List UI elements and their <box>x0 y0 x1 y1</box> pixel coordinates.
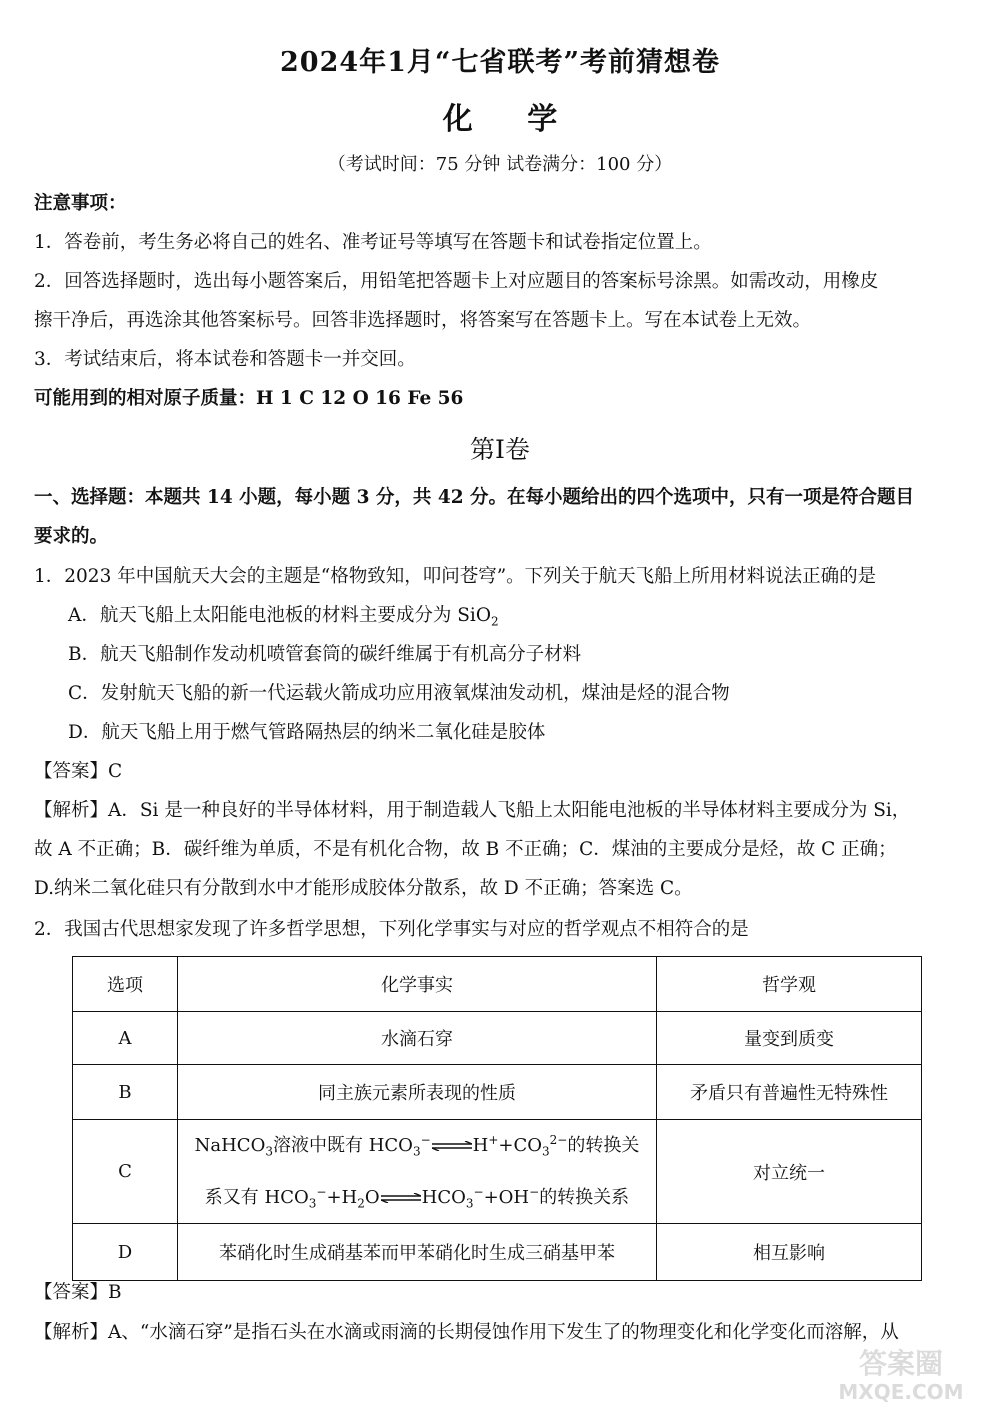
notice-item-2b: 擦干净后，再选涂其他答案标号。回答非选择题时，将答案写在答题卡上。写在本试卷上无效。 <box>34 310 812 331</box>
eq-text: H <box>472 1135 489 1156</box>
q1-option-a <box>68 604 499 634</box>
eq-sub: 3 <box>542 1144 550 1159</box>
q1-analysis-2: 故 A 不正确；B．碳纤维为单质，不是有机化合物，故 B 不正确；C．煤油的主要成分是烃，故 C 正确； <box>34 839 897 860</box>
eq-sup: + <box>488 1133 499 1147</box>
row-d-fact: 苯硝化时生成硝基苯而甲苯硝化时生成三硝基甲苯 <box>178 1224 657 1281</box>
q2-analysis-1: 【解析】A、“水滴石穿”是指石头在水滴或雨滴的长期侵蚀作用下发生了的物理变化和化学变化而溶解，从 <box>34 1322 899 1343</box>
row-d-option: D <box>73 1224 178 1281</box>
q1-option-c: C．发射航天飞船的新一代运载火箭成功应用液氧煤油发动机，煤油是烃的混合物 <box>68 683 730 704</box>
q1-analysis-1: 【解析】A．Si 是一种良好的半导体材料，用于制造载人飞船上太阳能电池板的半导体材料主要成分为 Si， <box>34 800 911 821</box>
header-view: 哲学观 <box>657 957 922 1012</box>
equilibrium-arrow-icon <box>432 1141 472 1151</box>
eq-text: O <box>364 1186 380 1208</box>
equilibrium-arrow-icon <box>381 1193 421 1203</box>
section-intro-b: 要求的。 <box>34 526 109 547</box>
watermark-line-2: MXQE.COM <box>838 1380 964 1404</box>
atomic-mass-line: 可能用到的相对原子质量：H 1 C 12 O 16 Fe 56 <box>34 388 464 409</box>
eq-sup: − <box>529 1184 540 1199</box>
notice-heading: 注意事项： <box>34 193 127 214</box>
eq-text: 系又有 HCO <box>204 1186 309 1208</box>
eq-text: +CO <box>498 1135 543 1156</box>
q1-option-a-sub: 2 <box>491 614 499 629</box>
table-row <box>73 1224 922 1281</box>
q2-stem: 2．我国古代思想家发现了许多哲学思想，下列化学事实与对应的哲学观点不相符合的是 <box>34 919 749 940</box>
watermark-logo <box>816 1343 986 1405</box>
row-c-option: C <box>73 1120 178 1224</box>
eq-sub: 3 <box>308 1196 317 1211</box>
eq-text: NaHCO <box>194 1135 266 1156</box>
q1-analysis-3: D.纳米二氧化硅只有分散到水中才能形成胶体分散系，故 D 不正确；答案选 C。 <box>34 878 693 899</box>
eq-text: 溶液中既有 HCO <box>272 1135 413 1156</box>
eq-sup: − <box>420 1133 431 1147</box>
q1-stem: 1．2023 年中国航天大会的主题是“格物致知，叩问苍穹”。下列关于航天飞船上所用材料说法正确的是 <box>34 566 877 587</box>
table-header-row <box>73 957 922 1012</box>
section-intro-a: 一、选择题：本题共 14 小题，每小题 3 分，共 42 分。在每小题给出的四个选项中，只有一项是符合题目 <box>34 487 915 508</box>
q1-answer: 【答案】C <box>34 761 123 782</box>
exam-info: （考试时间：75 分钟 试卷满分：100 分） <box>327 154 673 175</box>
watermark-line-1: 答案圈 <box>858 1347 944 1380</box>
row-c-fact-line-2 <box>184 1172 650 1224</box>
table-row <box>73 1065 922 1120</box>
notice-item-2a: 2．回答选择题时，选出每小题答案后，用铅笔把答题卡上对应题目的答案标号涂黑。如需改动，用橡皮 <box>34 271 879 292</box>
eq-text: +H <box>326 1186 358 1208</box>
eq-sub: 3 <box>265 1144 273 1159</box>
q2-table <box>72 956 922 1281</box>
header-fact: 化学事实 <box>178 957 657 1012</box>
eq-sup: 2− <box>549 1133 568 1147</box>
q1-option-a-text: A．航天飞船上太阳能电池板的材料主要成分为 SiO <box>68 605 491 626</box>
eq-text: 的转换关 <box>567 1135 640 1156</box>
eq-sup: − <box>473 1184 484 1199</box>
eq-sub: 3 <box>465 1196 474 1211</box>
notice-item-1: 1．答卷前，考生务必将自己的姓名、准考证号等填写在答题卡和试卷指定位置上。 <box>34 232 712 253</box>
eq-sup: − <box>316 1184 327 1199</box>
row-b-option: B <box>73 1065 178 1120</box>
exam-title: 2024年1月“七省联考”考前猜想卷 <box>280 47 720 78</box>
row-c-view: 对立统一 <box>657 1120 922 1224</box>
notice-item-3: 3．考试结束后，将本试卷和答题卡一并交回。 <box>34 349 416 370</box>
row-b-fact: 同主族元素所表现的性质 <box>178 1065 657 1120</box>
eq-sub: 3 <box>412 1144 421 1159</box>
row-a-view: 量变到质变 <box>657 1012 922 1065</box>
row-c-fact-line-1 <box>184 1120 650 1172</box>
eq-text: +OH <box>483 1186 530 1208</box>
header-option: 选项 <box>73 957 178 1012</box>
q1-option-d: D．航天飞船上用于燃气管路隔热层的纳米二氧化硅是胶体 <box>68 722 546 743</box>
row-a-fact: 水滴石穿 <box>178 1012 657 1065</box>
table-row <box>73 1120 922 1224</box>
eq-sub: 2 <box>357 1196 365 1211</box>
row-a-option: A <box>73 1012 178 1065</box>
table-row <box>73 1012 922 1065</box>
row-c-fact <box>178 1120 657 1224</box>
subject-title: 化 学 <box>442 102 580 137</box>
row-d-view: 相互影响 <box>657 1224 922 1281</box>
q1-option-b: B．航天飞船制作发动机喷管套筒的碳纤维属于有机高分子材料 <box>68 644 582 665</box>
row-b-view: 矛盾只有普遍性无特殊性 <box>657 1065 922 1120</box>
eq-text: 的转换关系 <box>539 1186 630 1208</box>
section-title: 第Ⅰ卷 <box>470 435 530 464</box>
eq-text: HCO <box>421 1186 466 1208</box>
q2-answer: 【答案】B <box>34 1282 122 1303</box>
